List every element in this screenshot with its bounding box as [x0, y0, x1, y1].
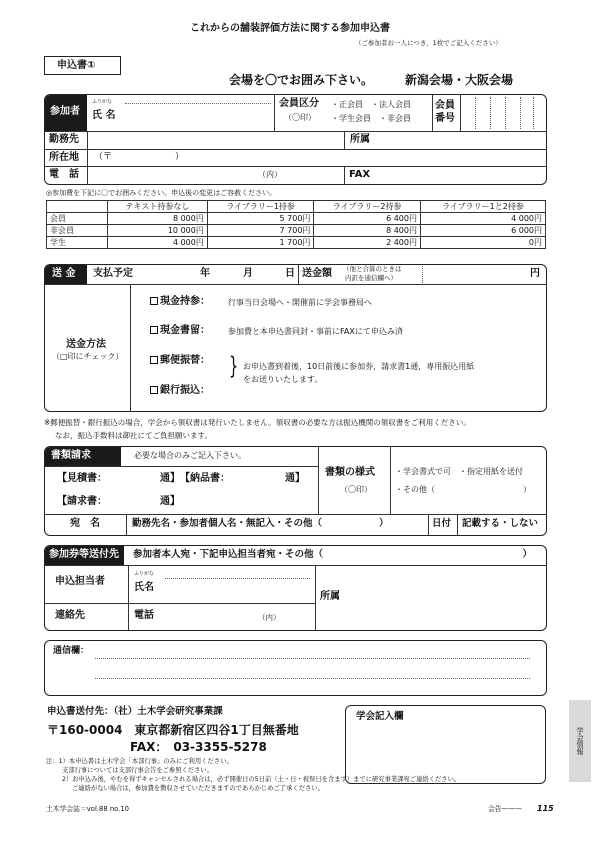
participant-label: 参加者 — [45, 95, 87, 131]
phone-field[interactable] — [90, 167, 340, 183]
format-label: 書類の様式 — [325, 467, 375, 478]
member-number-field[interactable] — [461, 96, 545, 130]
contact-affiliation-field[interactable] — [348, 567, 543, 628]
contact-name-label: 氏名 — [134, 582, 154, 593]
workplace-field[interactable] — [90, 132, 340, 147]
format-note: （〇印） — [340, 485, 372, 494]
fee-cell[interactable]: 0円 — [420, 237, 545, 249]
checkbox[interactable] — [150, 326, 158, 334]
transfer-desc-1: お申込書到着後，10日前後に参加券，請求書1通，専用振込用紙 — [243, 362, 475, 371]
option-bank-transfer-label: 銀行振込： — [160, 385, 210, 396]
submit-address: 〒160-0004 東京都新宿区四谷1丁目無番地 — [47, 723, 299, 737]
fax-field[interactable] — [378, 167, 543, 183]
option-cash-registered[interactable] — [150, 326, 210, 336]
option-cash-registered-desc: 参加費と本申込書同封・事前にFAXにて申込み済 — [228, 327, 403, 336]
phone-label: 電 話 — [49, 169, 79, 180]
affiliation-label: 所属 — [350, 134, 370, 145]
fax-label: FAX — [349, 169, 371, 180]
payment-section — [44, 264, 547, 412]
venue-prompt: 会場を〇でお囲み下さい。 — [229, 73, 374, 87]
fee-cell[interactable]: 10 000円 — [108, 225, 208, 237]
footnote: 注：1）本申込書は土木学会「本部行事」のみにご利用ください。 — [46, 758, 233, 765]
submit-heading: 申込書送付先：（社）土木学会研究事業課 — [47, 706, 223, 717]
workplace-label: 勤務先 — [49, 134, 79, 145]
memo-label: 通信欄： — [53, 646, 90, 656]
receipt-note-2: なお，振込手数料は御社にてご負担願います。 — [55, 431, 212, 440]
member-no-label: 会員番号 — [435, 100, 455, 124]
estimate-label: 【見積書： — [57, 473, 107, 484]
payment-method-note: （□印にチェック） — [52, 352, 124, 361]
payment-month[interactable]: 月 — [243, 268, 253, 279]
transfer-desc-2: をお送りいたします。 — [243, 375, 323, 384]
contact-phone-label: 電話 — [134, 610, 154, 621]
footnote: ご連絡がない場合は，参加費を徴収させていただきますのであらかじめご了承ください。 — [72, 785, 324, 792]
contact-person-label: 申込担当者 — [55, 576, 105, 587]
contact-info-label: 連絡先 — [55, 610, 85, 621]
fee-cell[interactable]: 5 700円 — [207, 213, 314, 225]
payment-label: 送 金 — [45, 265, 87, 284]
amount-yen: 円 — [530, 268, 540, 279]
fee-row-label: 会員 — [47, 213, 108, 225]
member-types-row2[interactable]: ・学生会員 ・非会員 — [331, 114, 411, 123]
payment-year[interactable]: 年 — [200, 268, 210, 279]
contact-name-field[interactable] — [165, 580, 310, 602]
address-label: 所在地 — [49, 152, 79, 163]
fee-cell[interactable]: 4 000円 — [108, 237, 208, 249]
venue-options[interactable]: 新潟会場・大阪会場 — [405, 73, 514, 87]
invoice-label: 【請求書： — [57, 496, 107, 507]
amount-note-1: （他と合算のときは — [343, 265, 402, 273]
estimate-copies[interactable]: 通】 — [160, 473, 180, 484]
delivery-label: 【納品書： — [180, 473, 230, 484]
furigana-line — [125, 103, 271, 104]
phone-ext-label: （内） — [258, 170, 282, 179]
fee-cell[interactable]: 4 000円 — [420, 213, 545, 225]
format-options-1[interactable]: ・学会書式で可 ・指定用紙を送付 — [395, 467, 523, 476]
fee-cell[interactable]: 7 700円 — [207, 225, 314, 237]
form-subtitle: （ご参加者お一人につき，1枚でご記入ください） — [355, 39, 502, 47]
format-options-2[interactable]: ・その他（ ） — [395, 485, 531, 494]
journal-info: 土木学会誌＝vol.88 no.10 — [46, 805, 129, 813]
fee-col-header — [47, 201, 108, 213]
fee-cell[interactable]: 6 000円 — [420, 225, 545, 237]
footnote: 支部行事については支部行事会告をご参照ください。 — [62, 767, 213, 774]
contact-phone-field[interactable] — [165, 605, 310, 628]
option-cash-bring[interactable] — [150, 297, 210, 307]
option-cash-bring-desc: 行事当日会場へ・開催前に学会事務局へ — [228, 298, 372, 307]
form-id-box — [44, 56, 121, 75]
office-use-label: 学会記入欄 — [356, 711, 404, 722]
checkbox[interactable] — [150, 297, 158, 305]
fee-cell[interactable]: 1 700円 — [207, 237, 314, 249]
date-options[interactable]: 記載する・しない — [462, 518, 539, 529]
furigana-line — [165, 578, 310, 579]
addressee-options[interactable]: 勤務先名・参加者個人名・無記入・その他（ ） — [132, 518, 389, 529]
ticket-label: 参加券等送付先 — [45, 546, 124, 565]
receipt-note-1: ※郵便振替・銀行振込の場合，学会から領収書は発行いたしません。領収書の必要な方は振込機関の領収書をご利用ください。 — [44, 418, 471, 427]
contact-affiliation-label: 所属 — [320, 591, 340, 602]
form-id: 申込書① — [57, 60, 96, 71]
form-title: これからの舗装評価方法に関する参加申込書 — [190, 23, 390, 34]
fee-cell[interactable]: 8 400円 — [314, 225, 421, 237]
amount-label: 送金額 — [302, 268, 332, 279]
side-tab: 学会情報 — [569, 700, 591, 782]
footer-section: 会告——— — [488, 805, 522, 813]
fee-col-header: ライブラリー1と2持参 — [420, 201, 545, 213]
brace-icon: } — [229, 352, 239, 380]
name-furigana-label: ふりがな — [92, 99, 113, 105]
checkbox[interactable] — [150, 386, 158, 394]
member-class-label: 会員区分 — [279, 98, 319, 109]
submit-fax: FAX： 03-3355-5278 — [130, 740, 267, 754]
page-number: 115 — [537, 804, 554, 813]
option-postal-transfer[interactable] — [150, 356, 210, 366]
address-postcode-field[interactable]: （〒 ） — [94, 152, 185, 162]
fee-col-header: テキスト持参なし — [108, 201, 208, 213]
documents-label: 書類請求 — [45, 447, 121, 466]
fee-col-header: ライブラリー1持参 — [207, 201, 314, 213]
checkbox[interactable] — [150, 356, 158, 364]
memo-field[interactable] — [95, 645, 535, 690]
fee-note: ◎参加費を下記に〇でお囲みください。申込後の変更はご容赦ください。 — [46, 189, 277, 197]
option-postal-transfer-label: 郵便振替： — [160, 355, 210, 366]
footnote: 2）お申込み後，やむを得ずキャンセルされる場合は，必ず開催日の5日前（土・日・祝祭日を含まず）までに研究事業課宛ご連絡ください。 — [62, 776, 461, 783]
amount-field[interactable] — [424, 266, 532, 283]
fee-cell[interactable]: 8 000円 — [108, 213, 208, 225]
payment-schedule-label: 支払予定 — [93, 268, 133, 279]
option-bank-transfer[interactable] — [150, 386, 210, 396]
ticket-options[interactable]: 参加者本人宛・下記申込担当者宛・その他（ ） — [133, 549, 533, 560]
name-label: 氏 名 — [92, 110, 116, 121]
participant-name-field[interactable] — [125, 105, 271, 129]
option-cash-registered-label: 現金書留： — [160, 325, 210, 336]
contact-furigana-label: ふりがな — [134, 571, 155, 577]
fee-row-label: 非会員 — [47, 225, 108, 237]
fee-row-label: 学生 — [47, 237, 108, 249]
member-class-note: （〇印） — [284, 113, 316, 122]
amount-note-2: 内訳を通信欄へ） — [345, 274, 397, 282]
delivery-copies[interactable]: 通】 — [285, 473, 305, 484]
fee-cell[interactable]: 6 400円 — [314, 213, 421, 225]
payment-method-label: 送金方法 — [66, 339, 106, 350]
office-use-box — [345, 705, 546, 784]
fee-table — [46, 200, 546, 249]
fee-cell[interactable]: 2 400円 — [314, 237, 421, 249]
payment-day[interactable]: 日 — [285, 268, 295, 279]
member-types-row1[interactable]: ・正会員 ・法人会員 — [331, 100, 411, 109]
addressee-label: 宛 名 — [70, 518, 100, 529]
invoice-copies[interactable]: 通】 — [160, 496, 180, 507]
contact-ext-label: （内） — [258, 613, 281, 622]
option-cash-bring-label: 現金持参： — [160, 296, 210, 307]
documents-note: 必要な場合のみご記入下さい。 — [134, 451, 246, 460]
date-label: 日付 — [432, 518, 452, 529]
fee-col-header: ライブラリー2持参 — [314, 201, 421, 213]
affiliation-field[interactable] — [378, 132, 543, 147]
